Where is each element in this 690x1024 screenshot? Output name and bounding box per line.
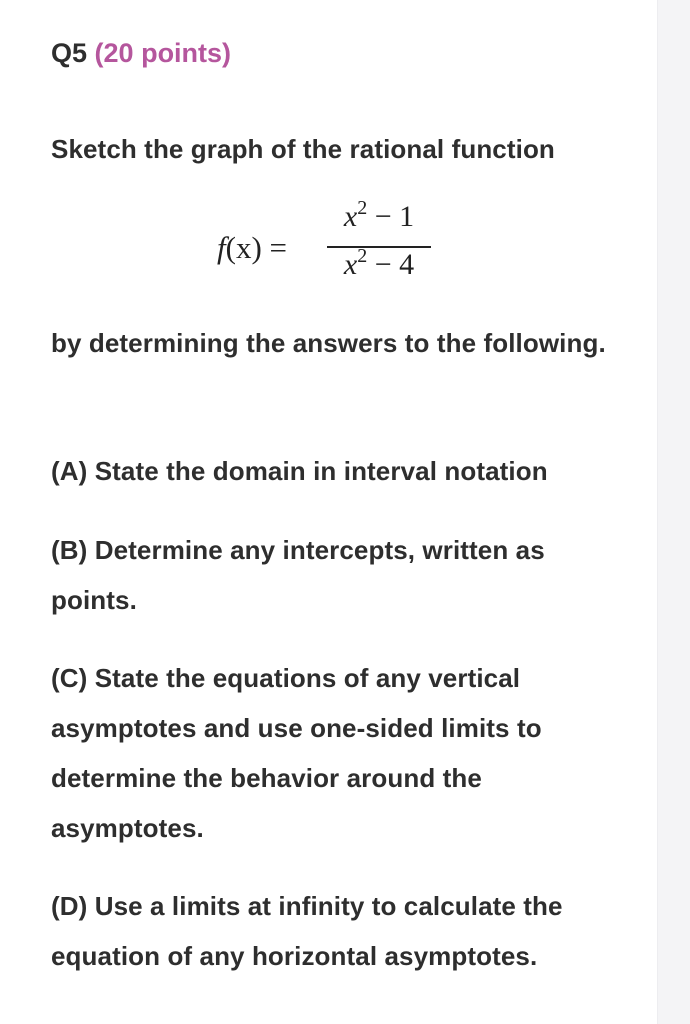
- question-points: (20 points): [94, 38, 232, 68]
- numerator-tail: − 1: [367, 200, 415, 233]
- continuation-text: by determining the answers to the following.: [51, 328, 606, 358]
- formula-numerator: [327, 197, 431, 234]
- scrollbar-track[interactable]: [657, 0, 690, 1024]
- intro-text: Sketch the graph of the rational function: [51, 134, 555, 164]
- formula-denominator: [327, 245, 431, 282]
- question-header: [51, 38, 231, 69]
- formula-f: f: [217, 230, 226, 265]
- part-c-text: (C) State the equations of any vertical asymptotes and use one-sided limits to determine the behavior around the asymptotes.: [51, 663, 542, 843]
- denominator-tail: − 4: [367, 248, 415, 281]
- numerator-var: x: [343, 200, 358, 233]
- part-b-text: (B) Determine any intercepts, written as points.: [51, 535, 545, 615]
- part-a-text: (A) State the domain in interval notation: [51, 456, 548, 486]
- denominator-exp: 2: [357, 245, 368, 267]
- part-d-text: (D) Use a limits at infinity to calculate the equation of any horizontal asymptotes.: [51, 891, 563, 971]
- formula-lhs: [217, 230, 287, 266]
- denominator-var: x: [343, 248, 358, 281]
- numerator-exp: 2: [357, 197, 368, 219]
- formula-lhs-rest: (x) =: [225, 230, 288, 265]
- question-number: Q5: [51, 38, 88, 68]
